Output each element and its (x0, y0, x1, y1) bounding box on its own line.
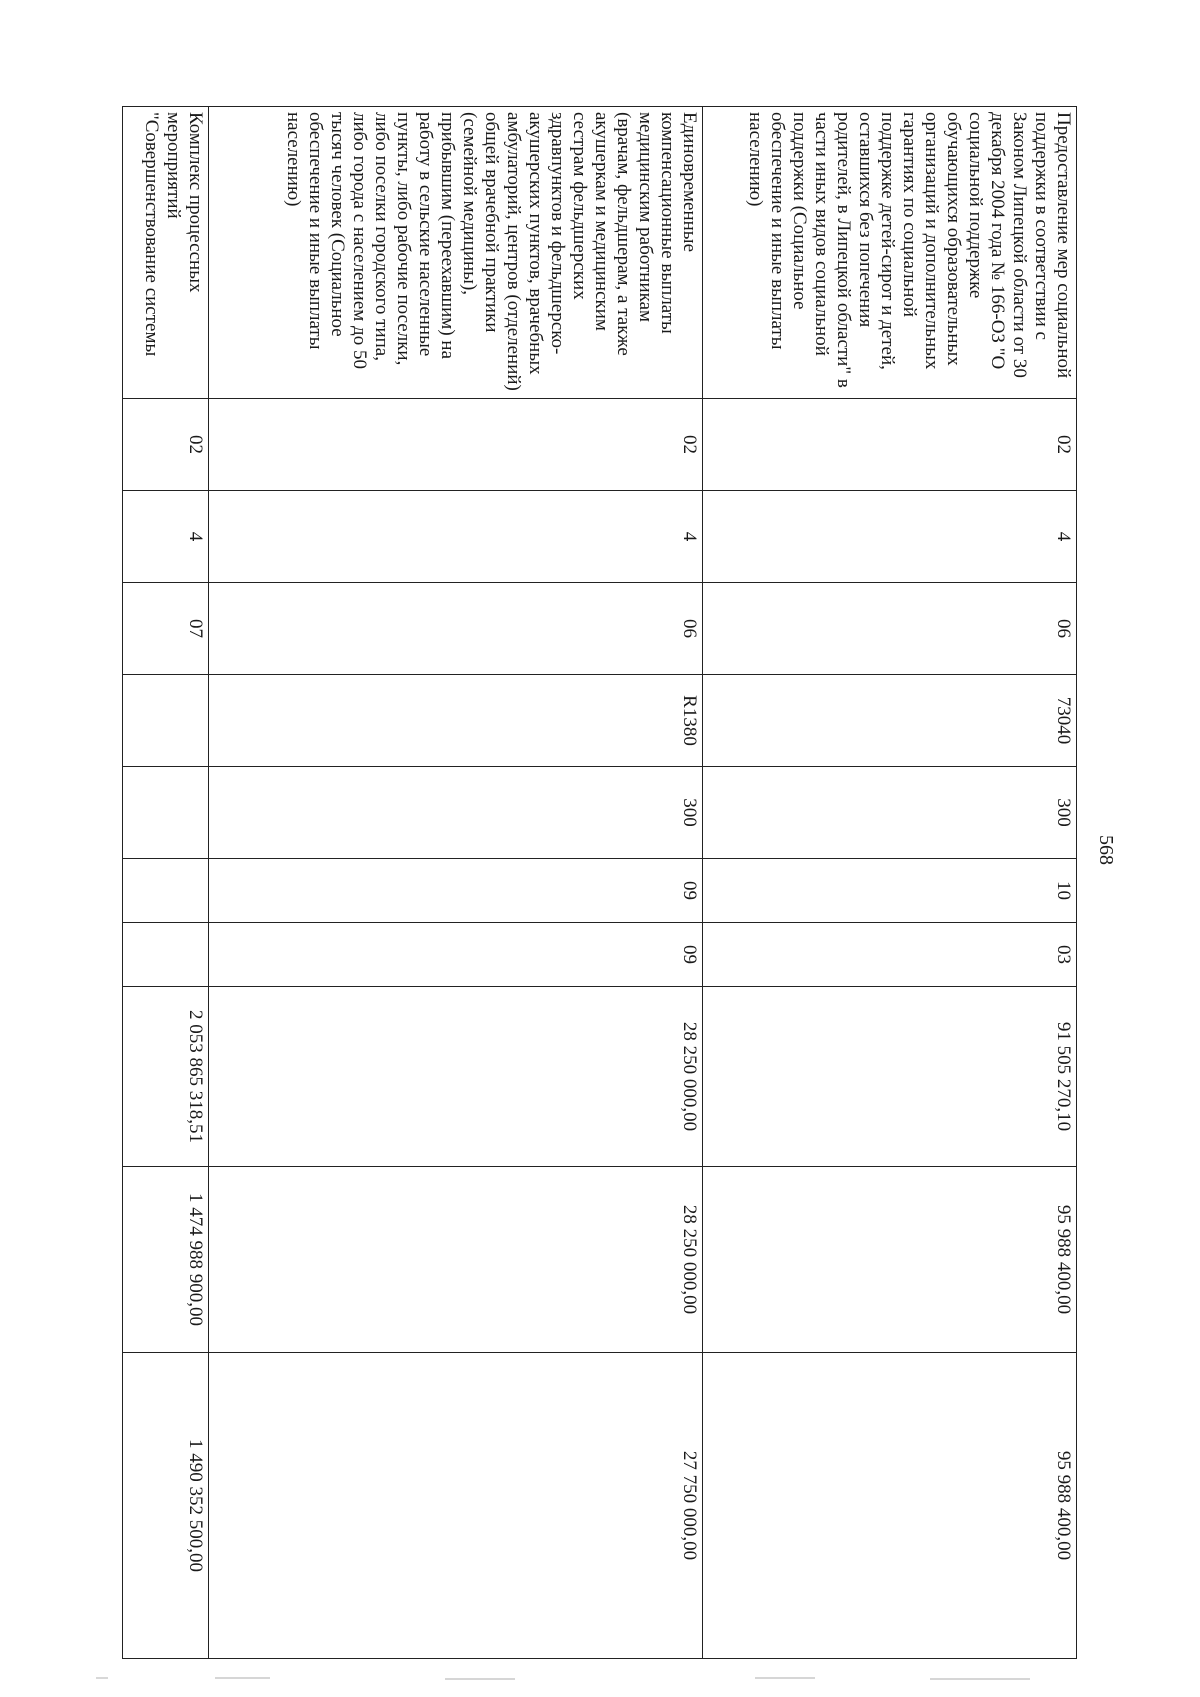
code-cell: 09 (209, 923, 703, 987)
code-cell (123, 675, 209, 767)
amount-cell: 1 490 352 500,00 (123, 1353, 209, 1659)
code-cell: 4 (702, 491, 1076, 583)
table-row (209, 107, 703, 1659)
code-cell: 07 (123, 583, 209, 675)
code-cell: 02 (123, 399, 209, 491)
table-row (702, 107, 1076, 1659)
code-cell: 02 (209, 399, 703, 491)
table-row (123, 107, 209, 1659)
amount-cell: 91 505 270,10 (702, 987, 1076, 1167)
amount-cell: 95 988 400,00 (702, 1353, 1076, 1659)
code-cell: 4 (209, 491, 703, 583)
code-cell: 73040 (702, 675, 1076, 767)
code-cell (123, 923, 209, 987)
code-cell: 02 (702, 399, 1076, 491)
budget-table-rotated (122, 106, 1077, 1658)
code-cell: 300 (702, 767, 1076, 859)
code-cell (123, 767, 209, 859)
row-name-cell: Единовременные компенсационные выплаты медицинским работникам (врачам, фельдшерам, а также акушеркам и медицинским сестрам фельдшерских здравпунктов и фельдшерско-акушерских пунктов, врачебных амбулаторий, центров (отделений) общей врачебной практики (семейной медицины), прибывшим (переехавшим) на работу в сельские населенные пункты, либо рабочие поселки, либо поселки городского типа, либо города с населением до 50 тысяч человек (Социальное обеспечение и иные выплаты населению) (209, 107, 703, 399)
amount-cell: 2 053 865 318,51 (123, 987, 209, 1167)
code-cell: 4 (123, 491, 209, 583)
amount-cell: 27 750 000,00 (209, 1353, 703, 1659)
row-name-cell: Комплекс процессных мероприятий "Совершенствование системы (123, 107, 209, 399)
code-cell: 06 (702, 583, 1076, 675)
amount-cell: 1 474 988 900,00 (123, 1167, 209, 1353)
row-name-cell: Предоставление мер социальной поддержки в соответствии с Законом Липецкой области от 30 декабря 2004 года № 166-ОЗ "О социальной поддержке обучающихся образовательных организаций и дополнительных гарантиях по социальной поддержке детей-сирот и детей, оставшихся без попечения родителей, в Липецкой области" в части иных видов социальной поддержки (Социальное обеспечение и иные выплаты населению) (702, 107, 1076, 399)
code-cell (123, 859, 209, 923)
page-number: 568 (1095, 835, 1117, 865)
amount-cell: 95 988 400,00 (702, 1167, 1076, 1353)
code-cell: 09 (209, 859, 703, 923)
budget-table (122, 106, 1077, 1659)
amount-cell: 28 250 000,00 (209, 987, 703, 1167)
code-cell: R1380 (209, 675, 703, 767)
code-cell: 10 (702, 859, 1076, 923)
code-cell: 06 (209, 583, 703, 675)
amount-cell: 28 250 000,00 (209, 1167, 703, 1353)
code-cell: 03 (702, 923, 1076, 987)
code-cell: 300 (209, 767, 703, 859)
